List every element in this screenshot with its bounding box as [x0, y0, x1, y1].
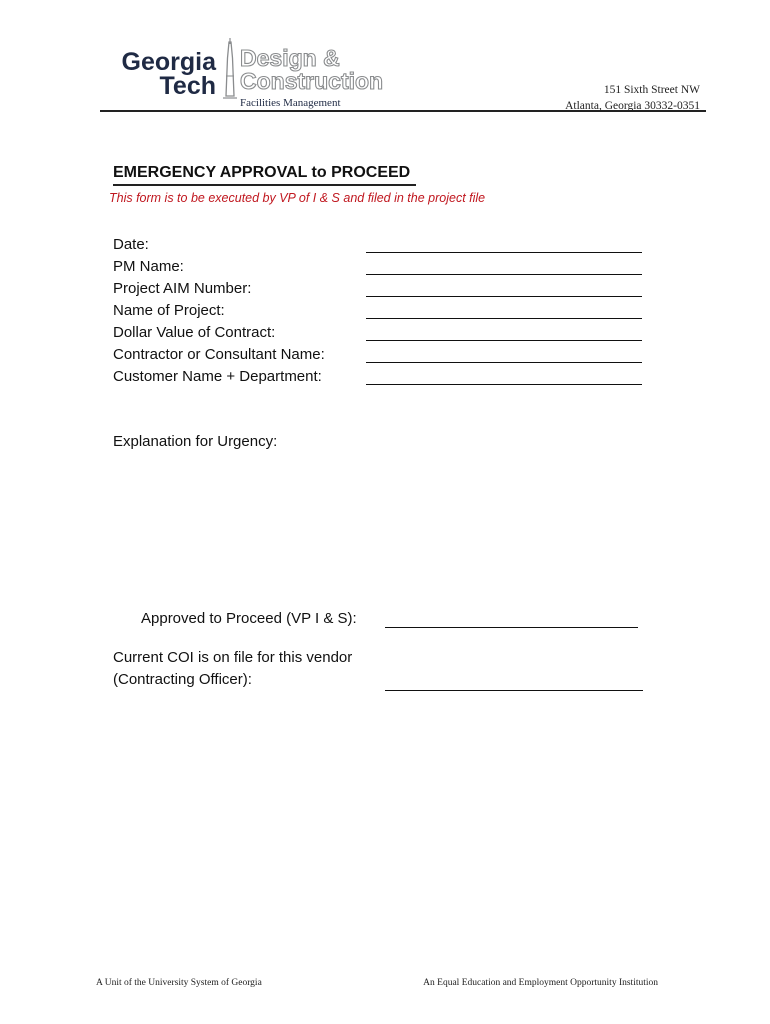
georgia-tech-logo: [104, 38, 434, 110]
form-title: EMERGENCY APPROVAL to PROCEED: [113, 164, 416, 186]
header-divider: [100, 110, 706, 112]
approved-label: Approved to Proceed (VP I & S):: [141, 610, 357, 627]
field-labels: [113, 234, 325, 388]
dollar-value-blank[interactable]: [366, 322, 642, 344]
footer-left: A Unit of the University System of Georgia: [96, 978, 262, 988]
coi-label-line-1: Current COI is on file for this vendor: [113, 649, 353, 666]
field-label-dollar-value: Dollar Value of Contract:: [113, 324, 276, 341]
coi-signature-blank[interactable]: [385, 690, 643, 691]
logo-title-design: Design &: [240, 45, 340, 71]
field-label-date: Date:: [113, 236, 149, 253]
pm-name-blank[interactable]: [366, 256, 642, 278]
approved-signature-blank[interactable]: [385, 627, 638, 628]
field-label-pm-name: PM Name:: [113, 258, 184, 275]
logo-word-georgia: Georgia: [121, 48, 216, 76]
field-label-customer-name: Customer Name + Department:: [113, 368, 322, 385]
customer-name-blank[interactable]: [366, 366, 642, 388]
field-label-project-name: Name of Project:: [113, 302, 225, 319]
logo-title-construction: Construction: [240, 68, 384, 94]
field-label-contractor-name: Contractor or Consultant Name:: [113, 346, 325, 363]
field-blanks: [366, 234, 642, 388]
address-city: Atlanta, Georgia 30332-0351: [565, 100, 700, 112]
form-instruction: This form is to be executed by VP of I & S and filed in the project file: [109, 191, 486, 205]
urgency-label: Explanation for Urgency:: [113, 433, 278, 450]
logo-subtitle: Facilities Management: [240, 97, 341, 109]
logo-word-tech: Tech: [159, 72, 216, 100]
field-label-project-aim-number: Project AIM Number:: [113, 280, 252, 297]
project-name-blank[interactable]: [366, 300, 642, 322]
contractor-name-blank[interactable]: [366, 344, 642, 366]
footer-right: An Equal Education and Employment Opportunity Institution: [423, 978, 658, 988]
address-street: 151 Sixth Street NW: [603, 84, 700, 96]
tower-icon: [223, 38, 237, 98]
project-aim-number-blank[interactable]: [366, 278, 642, 300]
coi-label-line-2: (Contracting Officer):: [113, 671, 252, 688]
date-blank[interactable]: [366, 234, 642, 256]
